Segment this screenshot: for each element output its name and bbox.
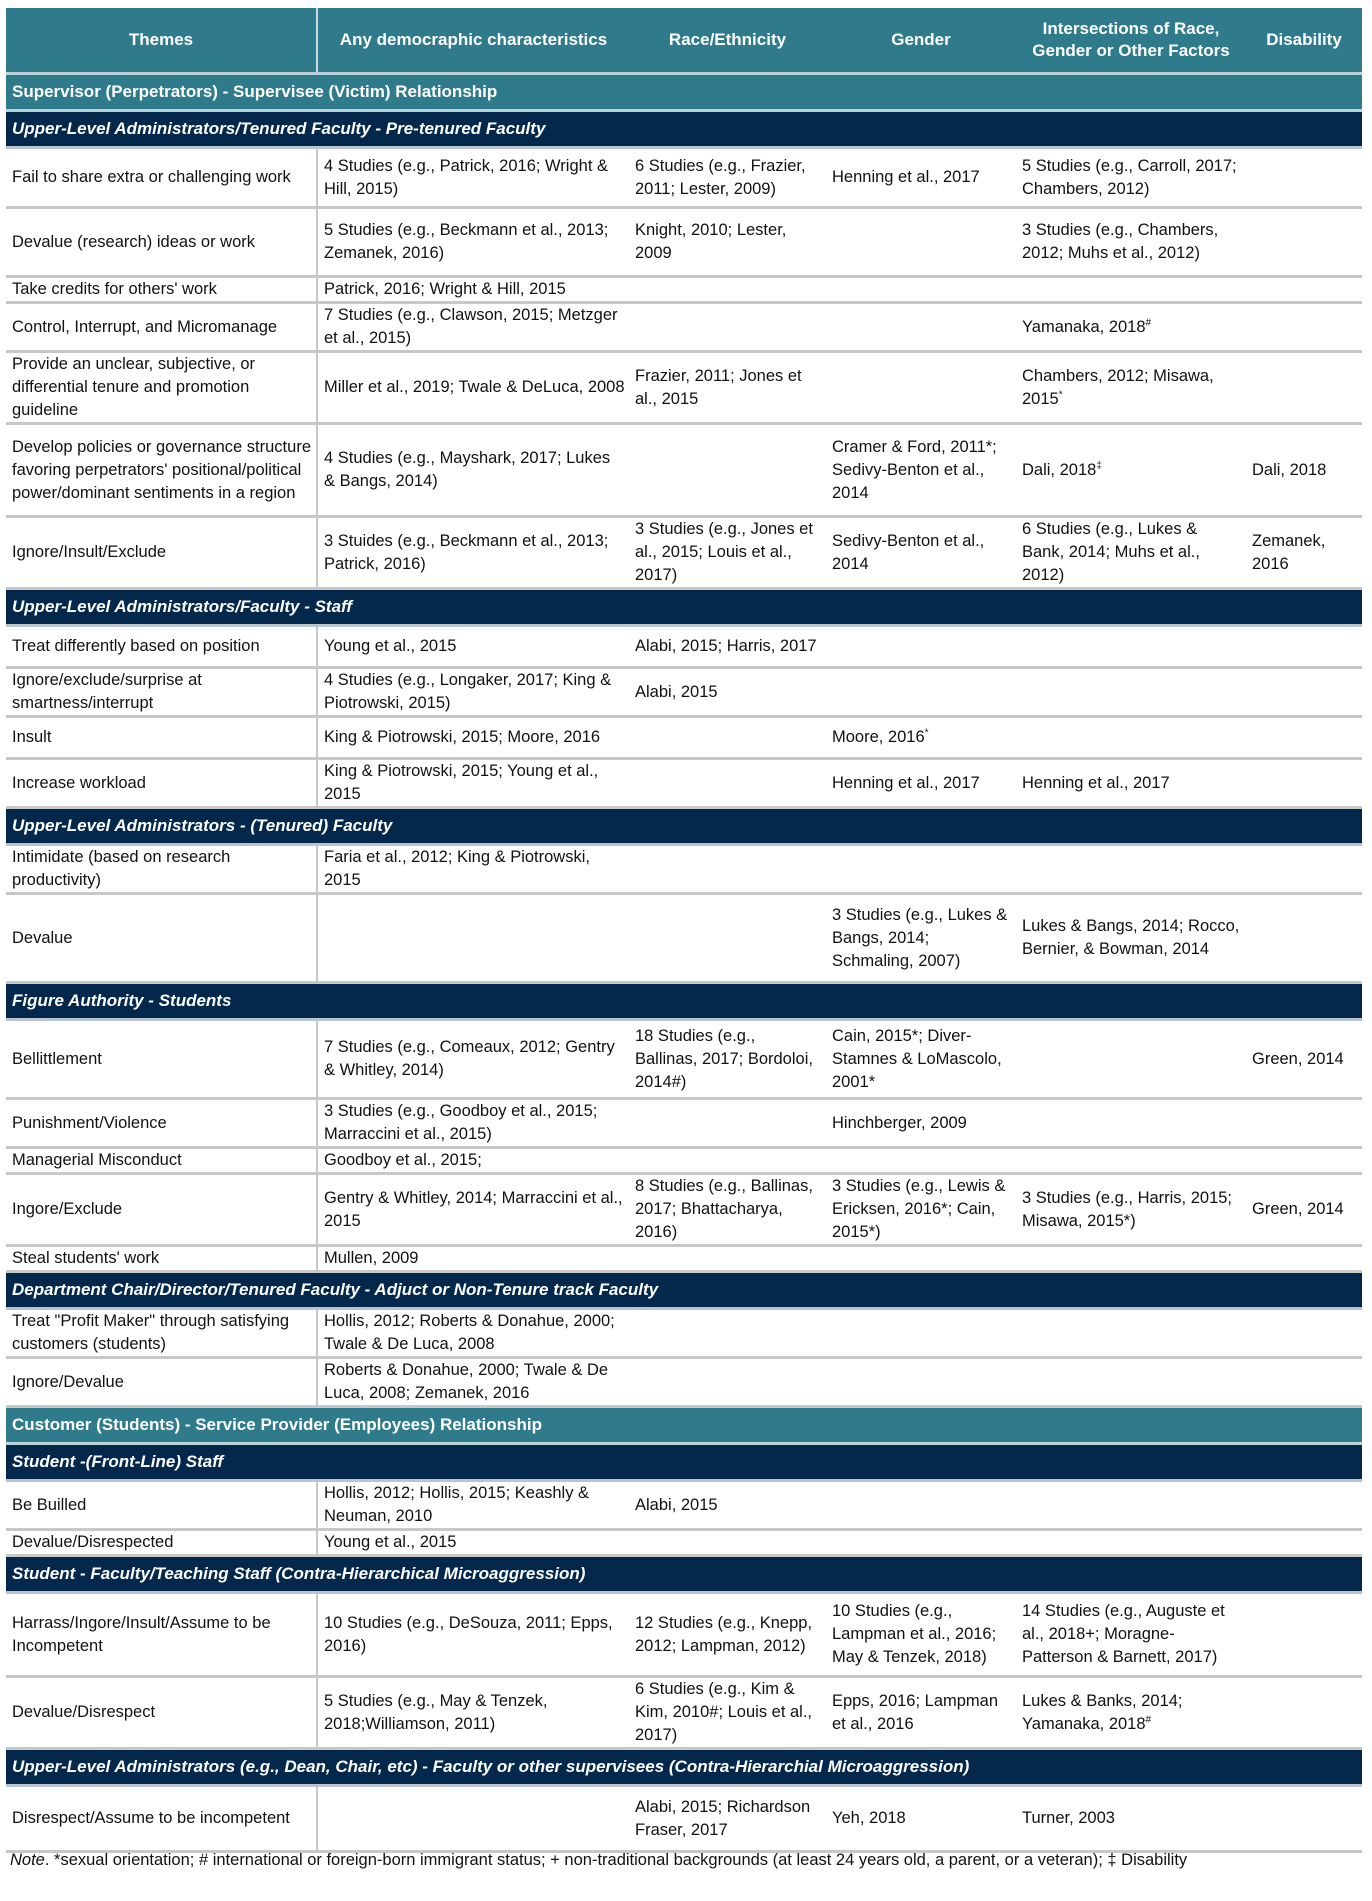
cell-gender: Henning et al., 2017 bbox=[826, 148, 1016, 208]
cell-disability bbox=[1246, 303, 1362, 352]
footnote-marker: # bbox=[1145, 1714, 1152, 1725]
cell-any-demographic: 5 Studies (e.g., May & Tenzek, 2018;Williamson, 2011) bbox=[317, 1677, 629, 1749]
cell-gender bbox=[826, 1530, 1016, 1556]
cell-intersections bbox=[1016, 1309, 1246, 1358]
cell-any-demographic bbox=[317, 894, 629, 983]
cell-intersections: Dali, 2018‡ bbox=[1016, 424, 1246, 517]
table-header bbox=[6, 8, 1362, 74]
group-header-row bbox=[6, 1444, 1362, 1481]
header-themes: Themes bbox=[6, 8, 317, 74]
cell-race-ethnicity bbox=[629, 1246, 826, 1272]
cell-any-demographic: Faria et al., 2012; King & Piotrowski, 2015 bbox=[317, 845, 629, 894]
cell-race-ethnicity bbox=[629, 845, 826, 894]
cell-any-demographic: 4 Studies (e.g., Patrick, 2016; Wright & Hill, 2015) bbox=[317, 148, 629, 208]
cell-intersections: Henning et al., 2017 bbox=[1016, 759, 1246, 808]
table-row bbox=[6, 1786, 1362, 1852]
cell-disability bbox=[1246, 894, 1362, 983]
cell-gender bbox=[826, 277, 1016, 303]
table-row bbox=[6, 717, 1362, 759]
cell-theme: Devalue bbox=[6, 894, 317, 983]
group-header-row bbox=[6, 1272, 1362, 1309]
cell-theme: Ignore/Insult/Exclude bbox=[6, 517, 317, 589]
cell-any-demographic: Goodboy et al., 2015; bbox=[317, 1148, 629, 1174]
table-row bbox=[6, 894, 1362, 983]
relationship-header-row bbox=[6, 74, 1362, 111]
cell-disability bbox=[1246, 668, 1362, 717]
cell-race-ethnicity bbox=[629, 759, 826, 808]
cell-theme: Take credits for others' work bbox=[6, 277, 317, 303]
cell-any-demographic: Patrick, 2016; Wright & Hill, 2015 bbox=[317, 277, 629, 303]
cell-gender bbox=[826, 1246, 1016, 1272]
cell-intersections bbox=[1016, 626, 1246, 668]
cell-race-ethnicity bbox=[629, 424, 826, 517]
header-intersections: Intersections of Race, Gender or Other Factors bbox=[1016, 8, 1246, 74]
table-body bbox=[6, 74, 1362, 1852]
cell-race-ethnicity bbox=[629, 1148, 826, 1174]
cell-disability bbox=[1246, 1246, 1362, 1272]
cell-race-ethnicity: Alabi, 2015; Harris, 2017 bbox=[629, 626, 826, 668]
cell-theme: Develop policies or governance structure favoring perpetrators' positional/political power/dominant sentiments in a region bbox=[6, 424, 317, 517]
cell-intersections bbox=[1016, 845, 1246, 894]
footnote-marker: ‡ bbox=[1096, 460, 1102, 471]
cell-gender bbox=[826, 626, 1016, 668]
cell-race-ethnicity: Alabi, 2015 bbox=[629, 668, 826, 717]
cell-intersections: Yamanaka, 2018# bbox=[1016, 303, 1246, 352]
cell-any-demographic: Mullen, 2009 bbox=[317, 1246, 629, 1272]
cell-intersections bbox=[1016, 1246, 1246, 1272]
group-header-row bbox=[6, 589, 1362, 626]
table-row bbox=[6, 1099, 1362, 1148]
cell-disability bbox=[1246, 1677, 1362, 1749]
cell-disability bbox=[1246, 626, 1362, 668]
table-row bbox=[6, 517, 1362, 589]
cell-disability bbox=[1246, 277, 1362, 303]
cell-gender: Yeh, 2018 bbox=[826, 1786, 1016, 1852]
cell-race-ethnicity: 3 Studies (e.g., Jones et al., 2015; Louis et al., 2017) bbox=[629, 517, 826, 589]
table-row bbox=[6, 148, 1362, 208]
cell-intersections bbox=[1016, 277, 1246, 303]
cell-intersections bbox=[1016, 668, 1246, 717]
cell-gender bbox=[826, 303, 1016, 352]
cell-race-ethnicity bbox=[629, 1099, 826, 1148]
group-title: Student - Faculty/Teaching Staff (Contra-Hierarchical Microaggression) bbox=[6, 1556, 1362, 1593]
cell-gender bbox=[826, 1481, 1016, 1530]
cell-disability: Green, 2014 bbox=[1246, 1020, 1362, 1099]
cell-disability bbox=[1246, 1593, 1362, 1677]
cell-any-demographic: King & Piotrowski, 2015; Young et al., 2015 bbox=[317, 759, 629, 808]
cell-gender: Epps, 2016; Lampman et al., 2016 bbox=[826, 1677, 1016, 1749]
cell-disability bbox=[1246, 845, 1362, 894]
cell-theme: Ignore/exclude/surprise at smartness/interrupt bbox=[6, 668, 317, 717]
cell-intersections: 5 Studies (e.g., Carroll, 2017; Chambers, 2012) bbox=[1016, 148, 1246, 208]
table-row bbox=[6, 1593, 1362, 1677]
header-row bbox=[6, 8, 1362, 74]
cell-race-ethnicity bbox=[629, 277, 826, 303]
table-row bbox=[6, 1481, 1362, 1530]
footnote-marker: * bbox=[924, 727, 929, 739]
cell-disability: Dali, 2018 bbox=[1246, 424, 1362, 517]
cell-any-demographic bbox=[317, 1786, 629, 1852]
cell-gender: Cain, 2015*; Diver-Stamnes & LoMascolo, 2001* bbox=[826, 1020, 1016, 1099]
table-row bbox=[6, 1148, 1362, 1174]
cell-intersections bbox=[1016, 1530, 1246, 1556]
cell-gender bbox=[826, 1358, 1016, 1407]
cell-race-ethnicity: Alabi, 2015 bbox=[629, 1481, 826, 1530]
cell-gender bbox=[826, 668, 1016, 717]
cell-theme: Devalue/Disrespect bbox=[6, 1677, 317, 1749]
cell-theme: Steal students' work bbox=[6, 1246, 317, 1272]
cell-gender bbox=[826, 1148, 1016, 1174]
cell-theme: Bellittlement bbox=[6, 1020, 317, 1099]
table-row bbox=[6, 277, 1362, 303]
cell-any-demographic: 7 Studies (e.g., Comeaux, 2012; Gentry & Whitley, 2014) bbox=[317, 1020, 629, 1099]
group-title: Department Chair/Director/Tenured Faculty - Adjuct or Non-Tenure track Faculty bbox=[6, 1272, 1362, 1309]
cell-gender bbox=[826, 1309, 1016, 1358]
cell-intersections bbox=[1016, 1481, 1246, 1530]
note-text: . *sexual orientation; # international or foreign-born immigrant status; + non-traditional backgrounds (at least 24 years old, a parent, or a veteran); ‡ Disability bbox=[44, 1851, 1188, 1869]
cell-gender: Henning et al., 2017 bbox=[826, 759, 1016, 808]
cell-theme: Devalue/Disrespected bbox=[6, 1530, 317, 1556]
cell-gender: Hinchberger, 2009 bbox=[826, 1099, 1016, 1148]
cell-disability: Zemanek, 2016 bbox=[1246, 517, 1362, 589]
cell-race-ethnicity bbox=[629, 1530, 826, 1556]
table-row bbox=[6, 208, 1362, 277]
cell-race-ethnicity: 12 Studies (e.g., Knepp, 2012; Lampman, 2012) bbox=[629, 1593, 826, 1677]
cell-race-ethnicity: 18 Studies (e.g., Ballinas, 2017; Bordoloi, 2014#) bbox=[629, 1020, 826, 1099]
cell-race-ethnicity bbox=[629, 303, 826, 352]
cell-theme: Treat "Profit Maker" through satisfying customers (students) bbox=[6, 1309, 317, 1358]
footnote-marker: * bbox=[1058, 389, 1063, 400]
cell-disability bbox=[1246, 1309, 1362, 1358]
table-row bbox=[6, 1677, 1362, 1749]
group-title: Upper-Level Administrators/Tenured Faculty - Pre-tenured Faculty bbox=[6, 111, 1362, 148]
cell-race-ethnicity: 8 Studies (e.g., Ballinas, 2017; Bhattacharya, 2016) bbox=[629, 1174, 826, 1246]
cell-intersections bbox=[1016, 1148, 1246, 1174]
header-gender: Gender bbox=[826, 8, 1016, 74]
table-row bbox=[6, 1309, 1362, 1358]
cell-intersections: Lukes & Bangs, 2014; Rocco, Bernier, & Bowman, 2014 bbox=[1016, 894, 1246, 983]
cell-theme: Insult bbox=[6, 717, 317, 759]
table-note bbox=[10, 1851, 1187, 1870]
cell-any-demographic: 3 Studies (e.g., Goodboy et al., 2015; Marraccini et al., 2015) bbox=[317, 1099, 629, 1148]
table-row bbox=[6, 1246, 1362, 1272]
table-row bbox=[6, 303, 1362, 352]
table-row bbox=[6, 626, 1362, 668]
cell-gender: Cramer & Ford, 2011*; Sedivy-Benton et al., 2014 bbox=[826, 424, 1016, 517]
cell-race-ethnicity: Knight, 2010; Lester, 2009 bbox=[629, 208, 826, 277]
cell-race-ethnicity: Frazier, 2011; Jones et al., 2015 bbox=[629, 352, 826, 424]
cell-disability bbox=[1246, 352, 1362, 424]
cell-race-ethnicity bbox=[629, 1358, 826, 1407]
cell-theme: Disrespect/Assume to be incompetent bbox=[6, 1786, 317, 1852]
cell-any-demographic: Hollis, 2012; Hollis, 2015; Keashly & Neuman, 2010 bbox=[317, 1481, 629, 1530]
cell-any-demographic: 5 Studies (e.g., Beckmann et al., 2013; Zemanek, 2016) bbox=[317, 208, 629, 277]
cell-any-demographic: 7 Studies (e.g., Clawson, 2015; Metzger et al., 2015) bbox=[317, 303, 629, 352]
cell-race-ethnicity: 6 Studies (e.g., Kim & Kim, 2010#; Louis et al., 2017) bbox=[629, 1677, 826, 1749]
cell-gender: 3 Studies (e.g., Lewis & Ericksen, 2016*; Cain, 2015*) bbox=[826, 1174, 1016, 1246]
header-any-demographic: Any democraphic characteristics bbox=[317, 8, 629, 74]
cell-any-demographic: Roberts & Donahue, 2000; Twale & De Luca, 2008; Zemanek, 2016 bbox=[317, 1358, 629, 1407]
group-title: Upper-Level Administrators (e.g., Dean, Chair, etc) - Faculty or other supervisees (Contra-Hierarchial Microaggression) bbox=[6, 1749, 1362, 1786]
cell-intersections: 6 Studies (e.g., Lukes & Bank, 2014; Muhs et al., 2012) bbox=[1016, 517, 1246, 589]
cell-theme: Ignore/Devalue bbox=[6, 1358, 317, 1407]
cell-intersections bbox=[1016, 1020, 1246, 1099]
table-row bbox=[6, 1174, 1362, 1246]
cell-intersections bbox=[1016, 1358, 1246, 1407]
group-header-row bbox=[6, 1556, 1362, 1593]
cell-gender bbox=[826, 845, 1016, 894]
cell-disability bbox=[1246, 1530, 1362, 1556]
cell-intersections bbox=[1016, 717, 1246, 759]
cell-any-demographic: King & Piotrowski, 2015; Moore, 2016 bbox=[317, 717, 629, 759]
cell-race-ethnicity bbox=[629, 894, 826, 983]
cell-gender: Sedivy-Benton et al., 2014 bbox=[826, 517, 1016, 589]
relationship-title: Supervisor (Perpetrators) - Supervisee (Victim) Relationship bbox=[6, 74, 1362, 111]
table-row bbox=[6, 668, 1362, 717]
relationship-header-row bbox=[6, 1407, 1362, 1444]
cell-theme: Managerial Misconduct bbox=[6, 1148, 317, 1174]
table-row bbox=[6, 845, 1362, 894]
cell-intersections: Turner, 2003 bbox=[1016, 1786, 1246, 1852]
cell-gender: 10 Studies (e.g., Lampman et al., 2016; May & Tenzek, 2018) bbox=[826, 1593, 1016, 1677]
cell-race-ethnicity bbox=[629, 717, 826, 759]
table-row bbox=[6, 1530, 1362, 1556]
group-title: Upper-Level Administrators/Faculty - Staff bbox=[6, 589, 1362, 626]
cell-gender: 3 Studies (e.g., Lukes & Bangs, 2014; Schmaling, 2007) bbox=[826, 894, 1016, 983]
cell-theme: Provide an unclear, subjective, or differential tenure and promotion guideline bbox=[6, 352, 317, 424]
table-row bbox=[6, 1358, 1362, 1407]
header-disability: Disability bbox=[1246, 8, 1362, 74]
cell-gender: Moore, 2016* bbox=[826, 717, 1016, 759]
cell-intersections: 3 Studies (e.g., Harris, 2015; Misawa, 2015*) bbox=[1016, 1174, 1246, 1246]
header-race-ethnicity: Race/Ethnicity bbox=[629, 8, 826, 74]
cell-gender bbox=[826, 208, 1016, 277]
cell-disability bbox=[1246, 1358, 1362, 1407]
cell-any-demographic: Miller et al., 2019; Twale & DeLuca, 2008 bbox=[317, 352, 629, 424]
cell-theme: Harrass/Ingore/Insult/Assume to be Incompetent bbox=[6, 1593, 317, 1677]
relationship-title: Customer (Students) - Service Provider (Employees) Relationship bbox=[6, 1407, 1362, 1444]
cell-any-demographic: 10 Studies (e.g., DeSouza, 2011; Epps, 2016) bbox=[317, 1593, 629, 1677]
cell-intersections: Lukes & Banks, 2014; Yamanaka, 2018# bbox=[1016, 1677, 1246, 1749]
cell-any-demographic: 4 Studies (e.g., Longaker, 2017; King & Piotrowski, 2015) bbox=[317, 668, 629, 717]
cell-race-ethnicity: Alabi, 2015; Richardson Fraser, 2017 bbox=[629, 1786, 826, 1852]
group-header-row bbox=[6, 983, 1362, 1020]
group-title: Figure Authority - Students bbox=[6, 983, 1362, 1020]
group-title: Student -(Front-Line) Staff bbox=[6, 1444, 1362, 1481]
cell-any-demographic: 3 Stuides (e.g., Beckmann et al., 2013; Patrick, 2016) bbox=[317, 517, 629, 589]
literature-review-table bbox=[6, 8, 1362, 1853]
cell-any-demographic: Gentry & Whitley, 2014; Marraccini et al., 2015 bbox=[317, 1174, 629, 1246]
cell-disability: Green, 2014 bbox=[1246, 1174, 1362, 1246]
cell-race-ethnicity: 6 Studies (e.g., Frazier, 2011; Lester, 2009) bbox=[629, 148, 826, 208]
cell-any-demographic: Young et al., 2015 bbox=[317, 1530, 629, 1556]
cell-theme: Control, Interrupt, and Micromanage bbox=[6, 303, 317, 352]
cell-disability bbox=[1246, 208, 1362, 277]
cell-intersections bbox=[1016, 1099, 1246, 1148]
cell-any-demographic: Hollis, 2012; Roberts & Donahue, 2000; Twale & De Luca, 2008 bbox=[317, 1309, 629, 1358]
cell-disability bbox=[1246, 1481, 1362, 1530]
cell-disability bbox=[1246, 148, 1362, 208]
table-row bbox=[6, 1020, 1362, 1099]
cell-gender bbox=[826, 352, 1016, 424]
cell-disability bbox=[1246, 759, 1362, 808]
cell-intersections: 3 Studies (e.g., Chambers, 2012; Muhs et al., 2012) bbox=[1016, 208, 1246, 277]
group-header-row bbox=[6, 1749, 1362, 1786]
group-header-row bbox=[6, 808, 1362, 845]
cell-any-demographic: 4 Studies (e.g., Mayshark, 2017; Lukes & Bangs, 2014) bbox=[317, 424, 629, 517]
cell-race-ethnicity bbox=[629, 1309, 826, 1358]
cell-theme: Be Builled bbox=[6, 1481, 317, 1530]
cell-theme: Fail to share extra or challenging work bbox=[6, 148, 317, 208]
table-row bbox=[6, 424, 1362, 517]
cell-theme: Intimidate (based on research productivity) bbox=[6, 845, 317, 894]
table-row bbox=[6, 352, 1362, 424]
cell-theme: Treat differently based on position bbox=[6, 626, 317, 668]
cell-disability bbox=[1246, 1786, 1362, 1852]
table-row bbox=[6, 759, 1362, 808]
cell-theme: Ingore/Exclude bbox=[6, 1174, 317, 1246]
cell-intersections: Chambers, 2012; Misawa, 2015* bbox=[1016, 352, 1246, 424]
group-header-row bbox=[6, 111, 1362, 148]
cell-disability bbox=[1246, 717, 1362, 759]
note-label: Note bbox=[10, 1851, 45, 1869]
cell-disability bbox=[1246, 1148, 1362, 1174]
cell-intersections: 14 Studies (e.g., Auguste et al., 2018+; Moragne-Patterson & Barnett, 2017) bbox=[1016, 1593, 1246, 1677]
footnote-marker: # bbox=[1145, 317, 1152, 328]
cell-theme: Increase workload bbox=[6, 759, 317, 808]
cell-theme: Devalue (research) ideas or work bbox=[6, 208, 317, 277]
cell-any-demographic: Young et al., 2015 bbox=[317, 626, 629, 668]
group-title: Upper-Level Administrators - (Tenured) Faculty bbox=[6, 808, 1362, 845]
cell-theme: Punishment/Violence bbox=[6, 1099, 317, 1148]
cell-disability bbox=[1246, 1099, 1362, 1148]
